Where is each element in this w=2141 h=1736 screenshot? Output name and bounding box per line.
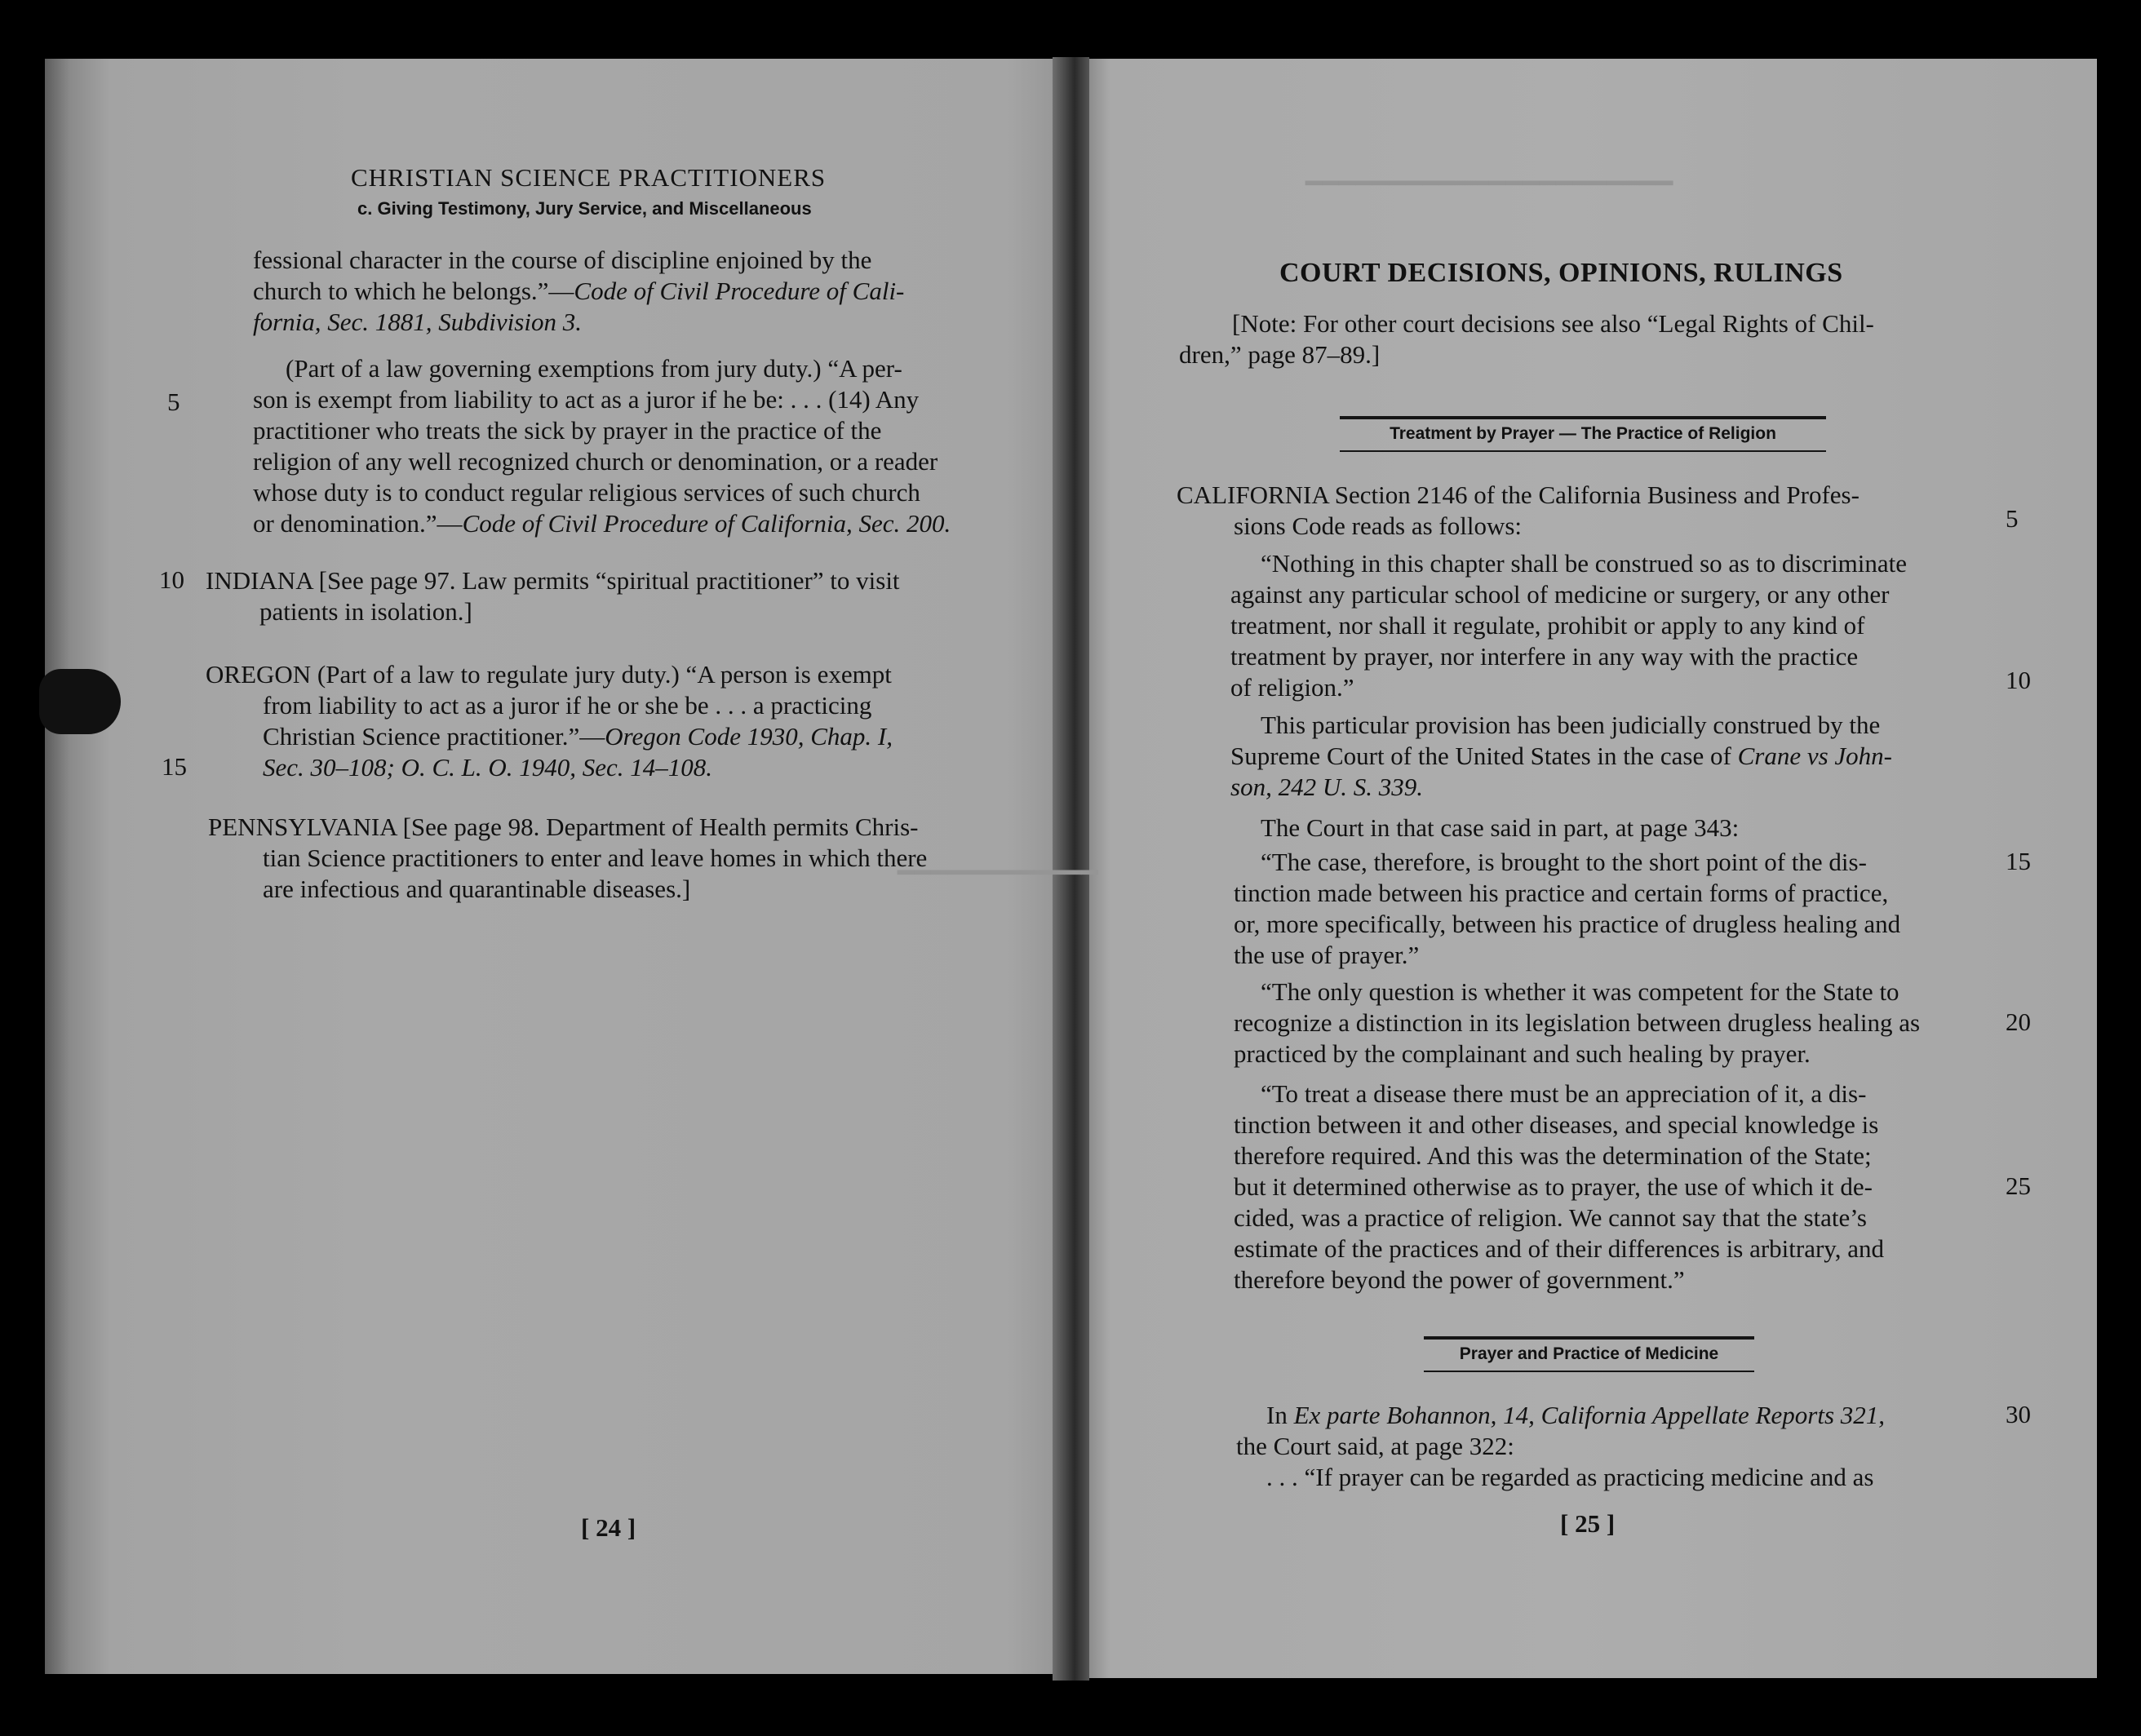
text-line: fessional character in the course of discipline enjoined by the [253, 246, 872, 274]
text-line: tinction made between his practice and certain forms of practice, [1234, 879, 1889, 907]
text-line: against any particular school of medicine or surgery, or any other [1230, 580, 1890, 609]
text-line: CALIFORNIA Section 2146 of the California Business and Profes- [1177, 480, 1860, 509]
running-header: CHRISTIAN SCIENCE PRACTITIONERS [351, 163, 827, 192]
section-heading: Prayer and Practice of Medicine [1424, 1336, 1754, 1372]
section-heading: Treatment by Prayer — The Practice of Religion [1340, 416, 1826, 452]
citation-line: fornia, Sec. 1881, Subdivision 3. [253, 308, 582, 336]
text-line: In Ex parte Bohannon, 14, California Appellate Reports 321, [1266, 1401, 1886, 1429]
citation-line: Sec. 30–108; O. C. L. O. 1940, Sec. 14–108. [263, 753, 713, 782]
text-line: PENNSYLVANIA [See page 98. Department of Health permits Chris- [208, 813, 919, 841]
text-line: recognize a distinction in its legislation between drugless healing as [1234, 1008, 1921, 1037]
line-number: 20 [2006, 1008, 2031, 1036]
text-line: patients in isolation.] [259, 597, 472, 626]
line-number: 15 [2006, 847, 2031, 875]
text-line: the use of prayer.” [1234, 941, 1420, 969]
text-line: church to which he belongs.”—Code of Civil Procedure of Cali- [253, 277, 905, 305]
line-number: 10 [159, 565, 184, 594]
text-line: the Court said, at page 322: [1236, 1432, 1514, 1460]
text-line: whose duty is to conduct regular religious services of such church [253, 478, 920, 507]
text-line: treatment by prayer, nor interfere in any way with the practice [1230, 642, 1859, 671]
running-subheader: c. Giving Testimony, Jury Service, and Miscellaneous [357, 198, 812, 219]
text-line: dren,” page 87–89.] [1179, 340, 1381, 369]
text-line: but it determined otherwise as to prayer, the use of which it de- [1234, 1172, 1873, 1201]
page-title: COURT DECISIONS, OPINIONS, RULINGS [1279, 258, 1843, 288]
bleed-through-text: ━━━━━━━━━━━━ [898, 858, 1098, 888]
citation-line: son, 242 U. S. 339. [1230, 773, 1423, 801]
page-number: [ 24 ] [581, 1513, 636, 1542]
page-number: [ 25 ] [1560, 1509, 1616, 1538]
text-line: therefore beyond the power of government.” [1234, 1265, 1685, 1294]
text-line: estimate of the practices and of their differences is arbitrary, and [1234, 1234, 1885, 1263]
text-line: OREGON (Part of a law to regulate jury duty.) “A person is exempt [206, 660, 892, 689]
text-line: INDIANA [See page 97. Law permits “spiritual practitioner” to visit [206, 566, 900, 595]
text-line: or denomination.”—Code of Civil Procedure of California, Sec. 200. [253, 509, 951, 538]
text-line: Christian Science practitioner.”—Oregon Code 1930, Chap. I, [263, 722, 893, 751]
text-line: religion of any well recognized church or denomination, or a reader [253, 447, 938, 476]
line-number: 10 [2006, 666, 2031, 694]
text-line: Supreme Court of the United States in the case of Crane vs John- [1230, 742, 1892, 770]
text-line: “The case, therefore, is brought to the short point of the dis- [1261, 848, 1867, 876]
text-line: son is exempt from liability to act as a juror if he be: . . . (14) Any [253, 385, 920, 414]
text-line: of religion.” [1230, 673, 1354, 702]
text-line: or, more specifically, between his practice of drugless healing and [1234, 910, 1901, 938]
text-line: The Court in that case said in part, at page 343: [1261, 813, 1740, 842]
text-line: are infectious and quarantinable diseases.] [263, 875, 691, 903]
text-line: therefore required. And this was the determination of the State; [1234, 1141, 1872, 1170]
bleed-through-text: ━━━━━━━━━━━━━━━━━━━━━━ [1305, 169, 1673, 199]
line-number: 25 [2006, 1171, 2031, 1200]
line-number: 5 [2006, 504, 2019, 533]
text-line: “The only question is whether it was competent for the State to [1261, 977, 1899, 1006]
text-line: This particular provision has been judicially construed by the [1261, 711, 1881, 739]
text-line: . . . “If prayer can be regarded as practicing medicine and as [1266, 1463, 1874, 1491]
text-line: practiced by the complainant and such healing by prayer. [1234, 1039, 1811, 1068]
text-line: treatment, nor shall it regulate, prohibit or apply to any kind of [1230, 611, 1865, 640]
text-line: “To treat a disease there must be an appreciation of it, a dis- [1261, 1079, 1867, 1108]
text-line: sions Code reads as follows: [1234, 512, 1523, 540]
text-line: tinction between it and other diseases, and special knowledge is [1234, 1110, 1879, 1139]
line-number: 15 [162, 752, 187, 781]
text-line: “Nothing in this chapter shall be construed so as to discriminate [1261, 549, 1908, 578]
text-line: [Note: For other court decisions see also “Legal Rights of Chil- [1232, 309, 1874, 338]
page-tab [39, 669, 121, 734]
text-line: tian Science practitioners to enter and leave homes in which there [263, 844, 928, 872]
line-number: 5 [167, 388, 180, 416]
text-line: from liability to act as a juror if he or she be . . . a practicing [263, 691, 872, 720]
line-number: 30 [2006, 1400, 2031, 1428]
text-line: cided, was a practice of religion. We cannot say that the state’s [1234, 1203, 1867, 1232]
text-line: (Part of a law governing exemptions from jury duty.) “A per- [286, 354, 902, 383]
text-line: practitioner who treats the sick by prayer in the practice of the [253, 416, 882, 445]
